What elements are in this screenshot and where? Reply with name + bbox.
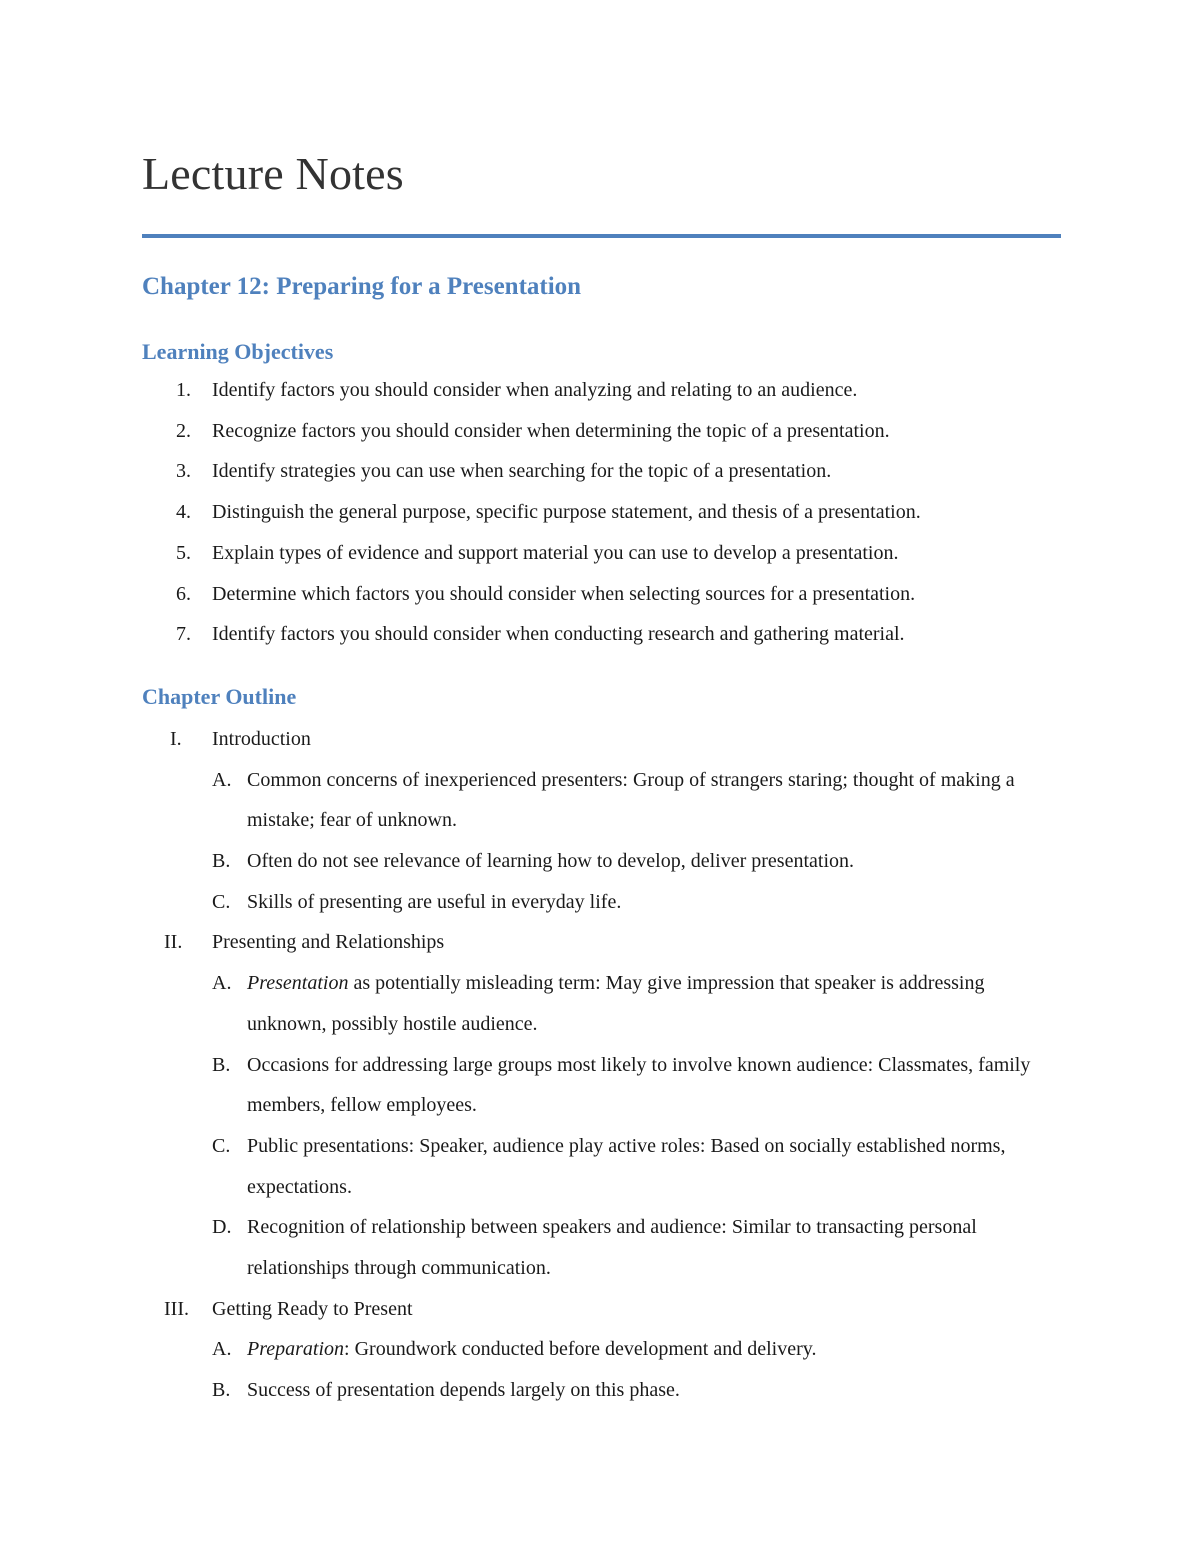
outline-section-getting-ready — [142, 1289, 1062, 1411]
objective-number: 6. — [176, 582, 191, 605]
subitem-letter: D. — [212, 1216, 232, 1239]
objective-number: 7. — [176, 623, 191, 646]
subitem-letter: C. — [212, 1134, 231, 1157]
objective-number: 5. — [176, 541, 191, 564]
outline-section-title: Introduction — [212, 727, 311, 750]
objective-item — [142, 614, 1062, 655]
subitem-letter: B. — [212, 1053, 231, 1076]
subitem-text: Recognition of relationship between speakers and audience: Similar to transacting personal relationships through communication. — [247, 1216, 977, 1280]
subitem-text: : Groundwork conducted before development and delivery. — [344, 1338, 817, 1361]
title-divider — [142, 234, 1061, 238]
outline-section-title: Presenting and Relationships — [212, 931, 445, 954]
objective-text: Identify factors you should consider when analyzing and relating to an audience. — [212, 379, 858, 401]
objective-text: Recognize factors you should consider when determining the topic of a presentation. — [212, 419, 890, 442]
objective-text: Distinguish the general purpose, specific purpose statement, and thesis of a presentation. — [212, 501, 921, 524]
outline-subitem — [212, 841, 1062, 882]
objectives-list — [142, 370, 1062, 655]
subitem-term: Presentation — [247, 972, 349, 995]
outline-sublist — [212, 1329, 1062, 1410]
outline-sublist — [212, 963, 1062, 1289]
subitem-letter: B. — [212, 850, 231, 873]
objective-item — [142, 451, 1062, 492]
outline-list — [142, 719, 1062, 1411]
outline-subitem — [212, 1207, 1062, 1288]
outline-subitem — [212, 1126, 1062, 1207]
subitem-letter: C. — [212, 890, 231, 913]
objective-number: 4. — [176, 501, 191, 524]
outline-subitem — [212, 1045, 1062, 1126]
outline-subitem — [212, 1329, 1062, 1370]
outline-section-number: I. — [170, 727, 182, 750]
outline-section-introduction — [142, 719, 1062, 923]
outline-subitem — [212, 963, 1062, 1044]
objective-item — [142, 370, 1062, 411]
subitem-text: as potentially misleading term: May give impression that speaker is addressing unknown, possibly hostile audience. — [247, 972, 985, 1035]
subitem-text: Occasions for addressing large groups most likely to involve known audience: Classmates, family members, fellow employees. — [247, 1053, 1031, 1117]
subitem-letter: A. — [212, 768, 232, 791]
objective-item — [142, 411, 1062, 452]
outline-section-number: III. — [164, 1297, 189, 1320]
objective-text: Identify factors you should consider when conducting research and gathering material. — [212, 623, 905, 646]
subitem-letter: B. — [212, 1379, 231, 1402]
outline-subitem — [212, 760, 1062, 841]
subitem-text: Skills of presenting are useful in everyday life. — [247, 890, 622, 913]
objective-number: 1. — [176, 379, 191, 401]
subitem-letter: A. — [212, 972, 232, 995]
objective-item — [142, 574, 1062, 615]
subitem-text: Public presentations: Speaker, audience play active roles: Based on socially established norms, expectations. — [247, 1134, 1006, 1198]
subitem-text: Common concerns of inexperienced presenters: Group of strangers staring; thought of making a mistake; fear of unknown. — [247, 768, 1015, 832]
outline-subitem — [212, 1370, 1062, 1411]
outline-section-number: II. — [164, 931, 183, 954]
subitem-text: Often do not see relevance of learning how to develop, deliver presentation. — [247, 850, 855, 873]
subitem-letter: A. — [212, 1338, 232, 1361]
outline-subitem — [212, 882, 1062, 923]
objective-item — [142, 533, 1062, 574]
document-page — [142, 138, 1062, 1411]
objective-text: Determine which factors you should consider when selecting sources for a presentation. — [212, 582, 916, 605]
learning-objectives-heading: Learning Objectives — [142, 339, 334, 364]
chapter-outline-heading: Chapter Outline — [142, 683, 297, 709]
objective-number: 2. — [176, 419, 191, 442]
objective-text: Identify strategies you can use when searching for the topic of a presentation. — [212, 460, 832, 483]
objective-item — [142, 492, 1062, 533]
chapter-heading: Chapter 12: Preparing for a Presentation — [142, 273, 582, 300]
outline-section-presenting-relationships — [142, 922, 1062, 1288]
subitem-term: Preparation — [247, 1338, 345, 1361]
outline-sublist — [212, 760, 1062, 923]
outline-section-title: Getting Ready to Present — [212, 1297, 413, 1320]
document-title: Lecture Notes — [142, 148, 404, 199]
objective-text: Explain types of evidence and support material you can use to develop a presentation. — [212, 541, 899, 564]
objective-number: 3. — [176, 460, 191, 483]
subitem-text: Success of presentation depends largely on this phase. — [247, 1379, 680, 1402]
